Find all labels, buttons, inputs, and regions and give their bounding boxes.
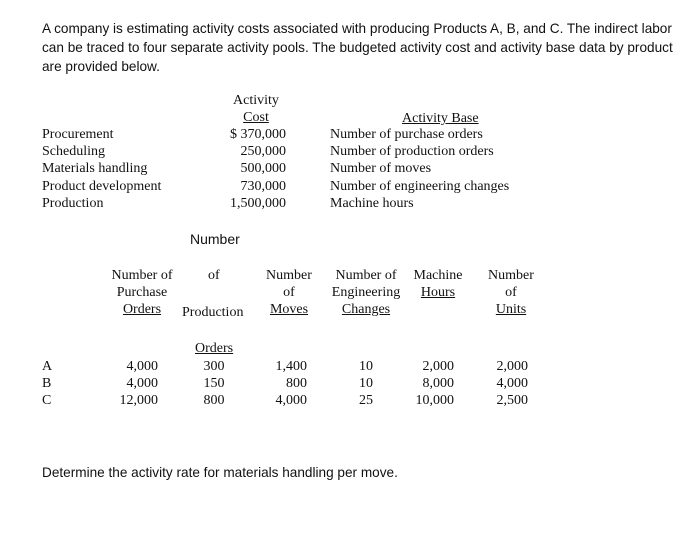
cost-header (222, 92, 290, 126)
activity-cost: 1,500,000 (230, 195, 286, 211)
machine-header-line1: Machine (413, 268, 463, 283)
purchase-orders-value: 4,000 (126, 376, 158, 392)
machine-hours-column (408, 358, 454, 410)
activity-name: Materials handling (42, 161, 148, 177)
machine-hours-value: 2,000 (422, 359, 454, 374)
activity-base-header: Activity Base (402, 111, 479, 126)
product-column (42, 358, 52, 410)
purchase-header-line1: Number of (111, 268, 173, 283)
moves-column (266, 358, 307, 410)
activity-bases-column (330, 126, 509, 212)
activity-base: Number of purchase orders (330, 127, 483, 142)
units-header-line1: Number (488, 268, 534, 283)
activity-name: Procurement (42, 127, 114, 142)
moves-value: 4,000 (275, 393, 307, 409)
activity-name: Product development (42, 178, 162, 194)
production-orders-label: Orders (195, 341, 234, 356)
units-value: 2,000 (496, 359, 528, 374)
activity-name: Scheduling (42, 144, 105, 160)
production-orders-value: 150 (203, 376, 225, 392)
product-label: A (42, 359, 53, 374)
activity-base: Number of engineering changes (330, 178, 510, 194)
units-header (484, 267, 538, 318)
purchase-header-line3: Orders (122, 302, 162, 317)
moves-header-line3: Moves (269, 302, 309, 317)
activity-names-column (42, 126, 161, 212)
moves-value: 800 (286, 376, 307, 392)
engineering-header-line3: Changes (341, 302, 391, 317)
activity-cost: 250,000 (240, 144, 286, 160)
activity-base: Machine hours (330, 195, 414, 211)
production-label: Production (182, 305, 244, 320)
machine-hours-value: 8,000 (422, 376, 454, 392)
moves-header (262, 267, 316, 318)
engineering-header-line1: Number of (335, 268, 397, 283)
units-value: 4,000 (496, 376, 528, 392)
production-orders-value: 300 (203, 359, 225, 374)
activity-cost: $ 370,000 (230, 127, 286, 142)
engineering-changes-column (352, 358, 380, 410)
units-value: 2,500 (496, 393, 528, 409)
question-text: Determine the activity rate for materials handling per move. (42, 465, 398, 480)
engineering-changes-value: 10 (359, 359, 373, 374)
product-label: B (42, 376, 52, 392)
units-header-line2: of (505, 285, 517, 300)
cost-header-line1: Activity (233, 93, 279, 108)
engineering-header (328, 267, 404, 318)
purchase-orders-column (108, 358, 158, 410)
activity-name: Production (42, 195, 104, 211)
cost-header-line2: Cost (243, 110, 269, 125)
production-of-label: of (208, 268, 220, 283)
purchase-orders-value: 12,000 (119, 393, 158, 409)
activity-base: Number of moves (330, 161, 432, 177)
product-label: C (42, 393, 52, 409)
purchase-orders-value: 4,000 (126, 359, 158, 374)
moves-value: 1,400 (275, 359, 307, 374)
engineering-header-line2: Engineering (331, 285, 401, 300)
machine-header-line2: Hours (420, 285, 456, 300)
engineering-changes-value: 10 (359, 376, 373, 392)
production-orders-column (196, 358, 232, 410)
machine-hours-value: 10,000 (415, 393, 454, 409)
purchase-header-line2: Purchase (116, 285, 168, 300)
moves-header-line1: Number (266, 268, 312, 283)
units-column (480, 358, 528, 410)
activity-base: Number of production orders (330, 144, 494, 160)
engineering-changes-value: 25 (359, 393, 373, 409)
purchase-header (104, 267, 180, 318)
activity-cost: 730,000 (240, 178, 286, 194)
production-orders-value: 800 (203, 393, 225, 409)
moves-header-line2: of (283, 285, 295, 300)
intro-paragraph: A company is estimating activity costs associated with producing Products A, B, and C. The indirect labor can be traced to four separate activity pools. The budgeted activity cost and activity base data by product are provided below. (42, 21, 673, 74)
activity-cost: 500,000 (240, 161, 286, 177)
machine-header (408, 267, 468, 301)
number-label: Number (190, 231, 240, 247)
units-header-line3: Units (495, 302, 527, 317)
activity-costs-column (200, 126, 286, 212)
